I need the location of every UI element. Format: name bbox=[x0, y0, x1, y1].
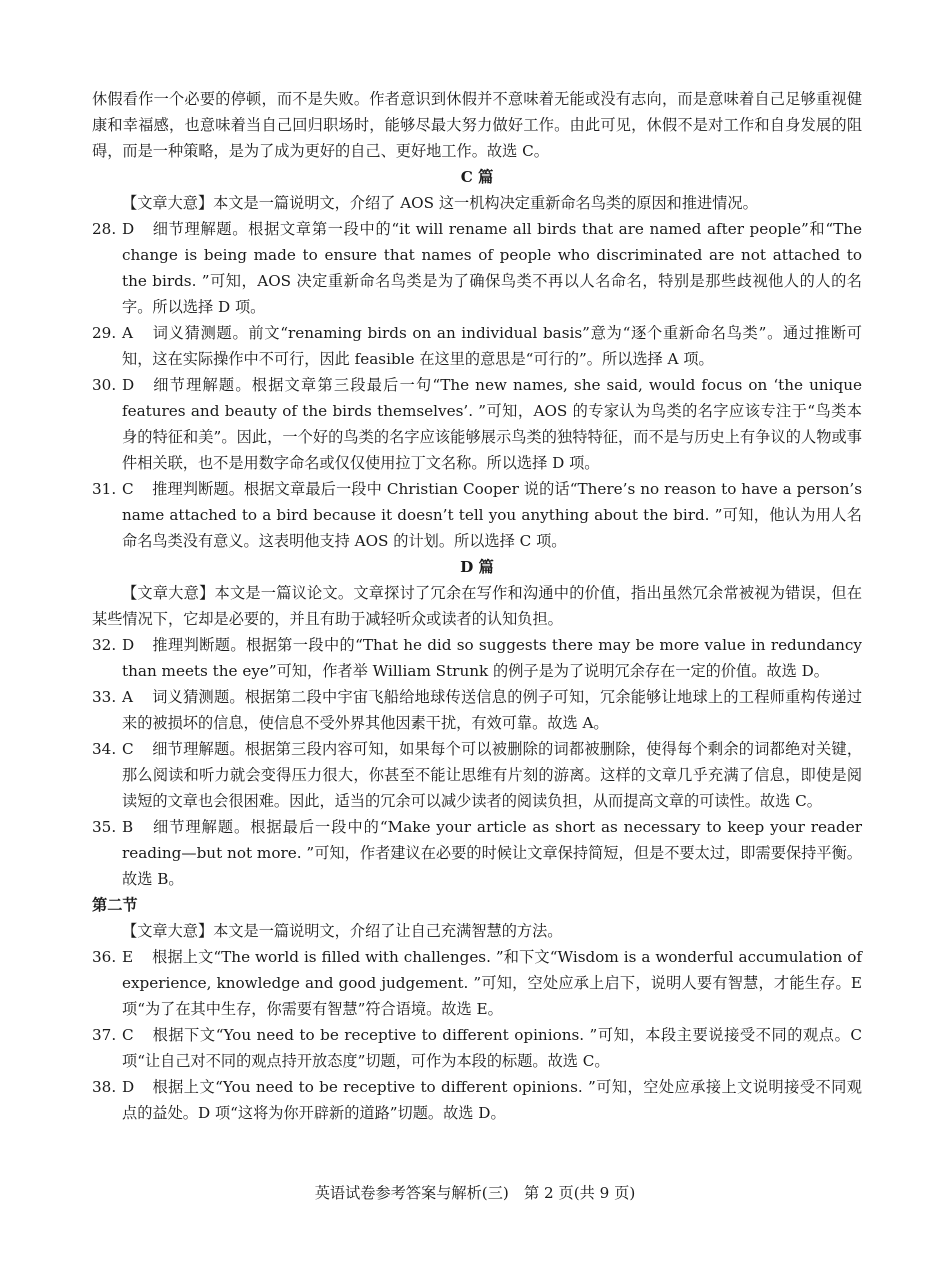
item-explanation: 根据上文“The world is filled with challenges. ”和下文“Wisdom is a wonderful accumulation of experience, knowledge and good judgement. ”可知，空处应承上启下，说明人要有智慧，才能生存。E 项“为了在其中生存，你需要有智慧”符合语境。故选 E。 bbox=[122, 948, 862, 1018]
item-number: 36. bbox=[92, 948, 117, 966]
item-explanation: 细节理解题。根据第三段内容可知，如果每个可以被删除的词都被删除，使得每个剩余的词都绝对关键，那么阅读和听力就会变得压力很大，你甚至不能让思维有片刻的游离。这样的文章几乎充满了信息，即使是阅读短的文章也会很困难。因此，适当的冗余可以减少读者的阅读负担，从而提高文章的可读性。故选 C。 bbox=[122, 740, 862, 810]
item-answer: C bbox=[122, 1026, 134, 1044]
answer-item-30 bbox=[92, 372, 862, 476]
item-answer: B bbox=[122, 818, 134, 836]
page-footer: 英语试卷参考答案与解析(三) 第 2 页(共 9 页) bbox=[314, 1184, 636, 1202]
item-answer: C bbox=[122, 740, 134, 758]
item-number: 28. bbox=[92, 220, 117, 238]
item-number: 34. bbox=[92, 740, 117, 758]
item-answer: D bbox=[122, 376, 135, 394]
answer-item-28 bbox=[92, 216, 862, 320]
section-c-items bbox=[92, 216, 862, 554]
item-explanation: 词义猜测题。前文“renaming birds on an individual basis”意为“逐个重新命名鸟类”。通过推断可知，这在实际操作中不可行，因此 feasible 在这里的意思是“可行的”。所以选择 A 项。 bbox=[122, 324, 862, 368]
item-explanation: 推理判断题。根据第一段中的“That he did so suggests there may be more value in redundancy than meets the eye”可知，作者举 William Strunk 的例子是为了说明冗余存在一定的价值。故选 D。 bbox=[122, 636, 862, 680]
item-answer: E bbox=[122, 948, 134, 966]
part-two-title: 第二节 bbox=[92, 896, 138, 914]
item-answer: A bbox=[122, 324, 133, 342]
item-explanation: 细节理解题。根据最后一段中的“Make your article as short as necessary to keep your reader reading—but not more. ”可知，作者建议在必要的时候让文章保持简短，但是不要太过，即需要保持平衡。故选 B。 bbox=[122, 818, 862, 888]
answer-item-32 bbox=[92, 632, 862, 684]
item-answer: C bbox=[122, 480, 134, 498]
item-answer: D bbox=[122, 220, 135, 238]
item-number: 29. bbox=[92, 324, 117, 342]
answer-item-36 bbox=[92, 944, 862, 1022]
item-answer: D bbox=[122, 1078, 135, 1096]
section-d-items bbox=[92, 632, 862, 892]
answer-item-34 bbox=[92, 736, 862, 814]
item-explanation: 词义猜测题。根据第二段中宇宙飞船给地球传送信息的例子可知，冗余能够让地球上的工程师重构传递过来的被损坏的信息，使信息不受外界其他因素干扰，有效可靠。故选 A。 bbox=[122, 688, 862, 732]
item-number: 31. bbox=[92, 480, 117, 498]
item-explanation: 细节理解题。根据文章第一段中的“it will rename all birds that are named after people”和“The change is being made to ensure that names of people who discriminated are not attached to the birds. ”可知，AOS 决定重新命名鸟类是为了确保鸟类不再以人名命名，特别是那些歧视他人的人的名字。所以选择 D 项。 bbox=[122, 220, 862, 316]
intro-continuation: 休假看作一个必要的停顿，而不是失败。作者意识到休假并不意味着无能或没有志向，而是意味着自己足够重视健康和幸福感，也意味着当自己回归职场时，能够尽最大努力做好工作。由此可见，休假不是对工作和自身发展的阻碍，而是一种策略，是为了成为更好的自己、更好地工作。故选 C。 bbox=[92, 90, 862, 160]
part-two-summary: 【文章大意】本文是一篇说明文，介绍了让自己充满智慧的方法。 bbox=[122, 922, 563, 940]
item-number: 35. bbox=[92, 818, 117, 836]
section-c-summary: 【文章大意】本文是一篇说明文，介绍了 AOS 这一机构决定重新命名鸟类的原因和推进情况。 bbox=[122, 194, 758, 212]
item-explanation: 根据下文“You need to be receptive to different opinions. ”可知，本段主要说接受不同的观点。C 项“让自己对不同的观点持开放态度”切题，可作为本段的标题。故选 C。 bbox=[122, 1026, 862, 1070]
answer-item-33 bbox=[92, 684, 862, 736]
answer-item-38 bbox=[92, 1074, 862, 1126]
item-answer: D bbox=[122, 636, 135, 654]
item-number: 32. bbox=[92, 636, 117, 654]
item-explanation: 推理判断题。根据文章最后一段中 Christian Cooper 说的话“There’s no reason to have a person’s name attached to a bird because it doesn’t tell you anything about the bird. ”可知，他认为用人名命名鸟类没有意义。这表明他支持 AOS 的计划。所以选择 C 项。 bbox=[122, 480, 862, 550]
answer-item-37 bbox=[92, 1022, 862, 1074]
item-number: 38. bbox=[92, 1078, 117, 1096]
item-explanation: 细节理解题。根据文章第三段最后一句“The new names, she said, would focus on ‘the unique features and beauty of the birds themselves’. ”可知，AOS 的专家认为鸟类的名字应该专注于“鸟类本身的特征和美”。因此，一个好的鸟类的名字应该能够展示鸟类的独特特征，而不是与历史上有争议的人物或事件相关联，也不是用数字命名或仅仅使用拉丁文名称。所以选择 D 项。 bbox=[122, 376, 862, 472]
page-content bbox=[92, 86, 862, 1126]
item-explanation: 根据上文“You need to be receptive to different opinions. ”可知，空处应承接上文说明接受不同观点的益处。D 项“这将为你开辟新的道路”切题。故选 D。 bbox=[122, 1078, 862, 1122]
section-c-title: C 篇 bbox=[460, 168, 494, 186]
answer-item-31 bbox=[92, 476, 862, 554]
section-d-summary: 【文章大意】本文是一篇议论文。文章探讨了冗余在写作和沟通中的价值，指出虽然冗余常被视为错误，但在某些情况下，它却是必要的，并且有助于减轻听众或读者的认知负担。 bbox=[92, 584, 862, 628]
item-number: 30. bbox=[92, 376, 117, 394]
answer-item-35 bbox=[92, 814, 862, 892]
section-d-title: D 篇 bbox=[460, 558, 494, 576]
item-number: 33. bbox=[92, 688, 117, 706]
part-two-items bbox=[92, 944, 862, 1126]
item-number: 37. bbox=[92, 1026, 117, 1044]
item-answer: A bbox=[122, 688, 133, 706]
answer-item-29 bbox=[92, 320, 862, 372]
